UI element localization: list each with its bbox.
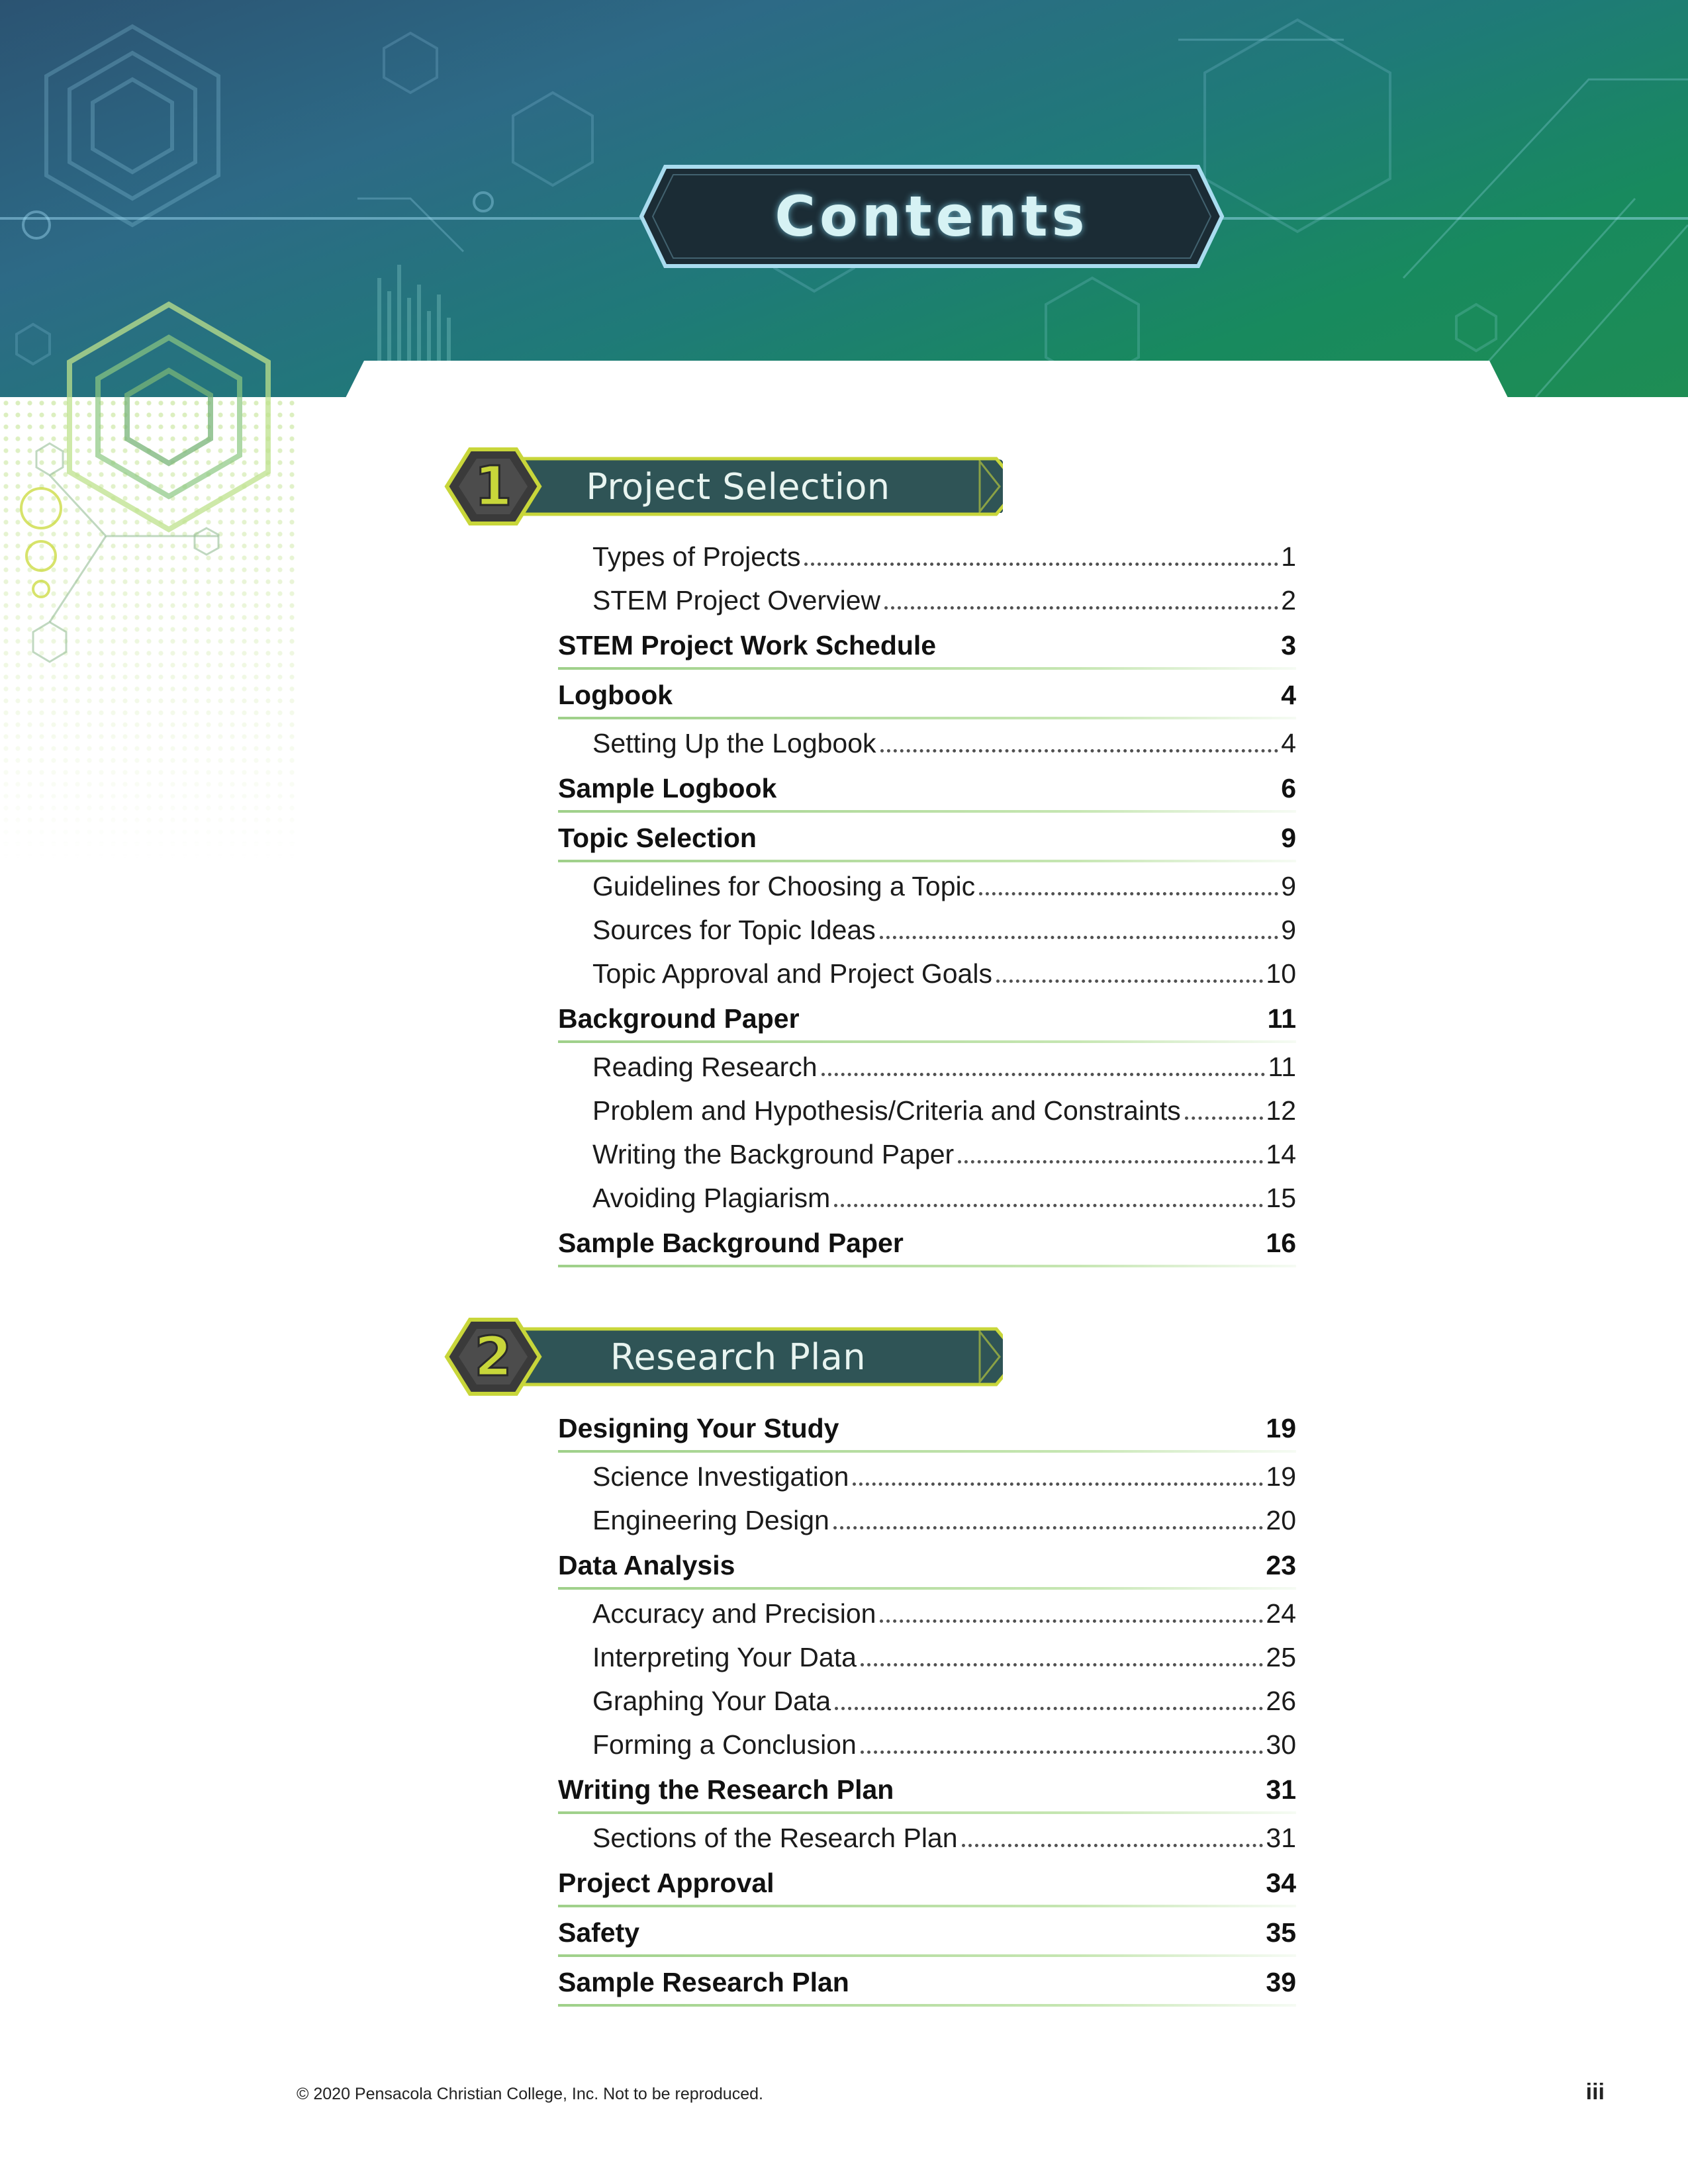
toc-list-section-2: [558, 1403, 1296, 2007]
toc-entry-label: STEM Project Overview: [592, 585, 881, 615]
toc-page-number: 6: [1281, 773, 1296, 803]
toc-entry-label: Forming a Conclusion: [592, 1729, 857, 1760]
toc-page-number: 19: [1266, 1461, 1296, 1492]
toc-entry-label: Avoiding Plagiarism: [592, 1183, 831, 1213]
toc-subentry: [558, 1087, 1296, 1130]
page-title: Contents: [774, 184, 1089, 249]
toc-subentry: [558, 1174, 1296, 1218]
dot-leader: [979, 892, 1278, 895]
dot-leader: [835, 1707, 1263, 1710]
toc-page-number: 31: [1266, 1774, 1296, 1805]
toc-entry-label: Designing Your Study: [558, 1413, 839, 1443]
toc-page-number: 30: [1266, 1729, 1296, 1760]
section-header-2: [440, 1317, 1003, 1396]
toc-heading-entry: [558, 670, 1296, 719]
toc-page-number: 11: [1267, 1003, 1296, 1034]
toc-page-number: 24: [1266, 1598, 1296, 1629]
toc-page-number: 14: [1266, 1139, 1296, 1169]
toc-heading-entry: [558, 1218, 1296, 1267]
toc-subentry: [558, 1453, 1296, 1496]
toc-page-number: 23: [1266, 1550, 1296, 1580]
section-number-badge: 1: [474, 455, 512, 518]
dot-leader: [804, 563, 1278, 566]
dot-leader: [996, 979, 1263, 983]
section-header-1: [440, 447, 1003, 526]
dot-leader: [880, 936, 1278, 939]
toc-subentry: [558, 906, 1296, 950]
toc-subentry: [558, 1677, 1296, 1721]
toc-page-number: 26: [1266, 1686, 1296, 1716]
toc-entry-label: Background Paper: [558, 1003, 800, 1034]
toc-page-number: 11: [1268, 1052, 1296, 1082]
toc-entry-label: Guidelines for Choosing a Topic: [592, 871, 976, 901]
toc-page-number: 16: [1266, 1228, 1296, 1258]
toc-entry-label: Sample Research Plan: [558, 1967, 849, 1997]
toc-heading-entry: [558, 1403, 1296, 1453]
toc-page-number: 31: [1266, 1823, 1296, 1853]
toc-entry-label: Setting Up the Logbook: [592, 728, 876, 758]
toc-entry-label: Safety: [558, 1917, 640, 1948]
toc-entry-label: Sources for Topic Ideas: [592, 915, 876, 945]
toc-entry-label: Logbook: [558, 680, 673, 710]
toc-heading-entry: [558, 1540, 1296, 1590]
dot-leader: [861, 1663, 1264, 1666]
toc-page-number: 4: [1281, 680, 1296, 710]
section-title: Project Selection: [586, 465, 890, 508]
section-title: Research Plan: [610, 1336, 867, 1378]
toc-page-number: 34: [1266, 1868, 1296, 1898]
toc-entry-label: Types of Projects: [592, 541, 801, 572]
section-number-badge: 2: [474, 1325, 512, 1388]
toc-entry-label: Writing the Research Plan: [558, 1774, 894, 1805]
hexagon-outline-decoration: [0, 278, 311, 675]
toc-entry-label: Reading Research: [592, 1052, 818, 1082]
dot-leader: [853, 1482, 1263, 1486]
toc-heading-entry: [558, 620, 1296, 670]
toc-page-number: 35: [1266, 1917, 1296, 1948]
toc-subentry: [558, 862, 1296, 906]
dot-leader: [821, 1073, 1266, 1076]
dot-leader: [834, 1204, 1263, 1207]
toc-entry-label: Accuracy and Precision: [592, 1598, 876, 1629]
toc-page-number: 20: [1266, 1505, 1296, 1535]
toc-heading-entry: [558, 1858, 1296, 1907]
copyright-notice: © 2020 Pensacola Christian College, Inc. Not to be reproduced.: [297, 2085, 763, 2103]
toc-page-number: 19: [1266, 1413, 1296, 1443]
toc-page-number: 3: [1281, 630, 1296, 660]
toc-page-number: 4: [1281, 728, 1296, 758]
dot-leader: [962, 1844, 1264, 1847]
toc-page-number: 25: [1266, 1642, 1296, 1672]
dot-leader: [884, 606, 1278, 610]
toc-subentry: [558, 1633, 1296, 1677]
toc-entry-label: Science Investigation: [592, 1461, 849, 1492]
toc-entry-label: Sample Background Paper: [558, 1228, 904, 1258]
toc-page-number: 9: [1281, 871, 1296, 901]
banner-bottom-notch: [344, 361, 1509, 414]
toc-entry-label: STEM Project Work Schedule: [558, 630, 937, 660]
toc-page-number: 2: [1281, 585, 1296, 615]
toc-subentry: [558, 1814, 1296, 1858]
toc-subentry: [558, 1721, 1296, 1764]
toc-entry-label: Topic Selection: [558, 823, 757, 853]
dot-leader: [880, 1619, 1263, 1623]
toc-page-number: 15: [1266, 1183, 1296, 1213]
toc-heading-entry: [558, 1957, 1296, 2007]
toc-page-number: 1: [1281, 541, 1296, 572]
toc-entry-label: Writing the Background Paper: [592, 1139, 955, 1169]
toc-entry-label: Interpreting Your Data: [592, 1642, 857, 1672]
toc-subentry: [558, 576, 1296, 620]
toc-subentry: [558, 533, 1296, 576]
toc-entry-label: Sample Logbook: [558, 773, 777, 803]
toc-subentry: [558, 1130, 1296, 1174]
dot-leader: [958, 1160, 1263, 1163]
toc-subentry: [558, 1496, 1296, 1540]
toc-subentry: [558, 719, 1296, 763]
dot-leader: [833, 1526, 1264, 1529]
toc-heading-entry: [558, 813, 1296, 862]
page-number: iii: [1585, 2079, 1605, 2105]
toc-page-number: 39: [1266, 1967, 1296, 1997]
dot-leader: [1185, 1116, 1264, 1120]
dot-leader: [880, 749, 1279, 752]
toc-entry-label: Sections of the Research Plan: [592, 1823, 958, 1853]
toc-entry-label: Topic Approval and Project Goals: [592, 958, 992, 989]
toc-heading-entry: [558, 1764, 1296, 1814]
toc-subentry: [558, 1590, 1296, 1633]
toc-page-number: 9: [1281, 915, 1296, 945]
toc-heading-entry: [558, 763, 1296, 813]
toc-entry-label: Project Approval: [558, 1868, 774, 1898]
toc-entry-label: Data Analysis: [558, 1550, 735, 1580]
toc-heading-entry: [558, 1907, 1296, 1957]
toc-page-number: 10: [1266, 958, 1296, 989]
toc-heading-entry: [558, 993, 1296, 1043]
title-plate: [639, 164, 1225, 269]
toc-page-number: 9: [1281, 823, 1296, 853]
toc-entry-label: Engineering Design: [592, 1505, 829, 1535]
dot-leader: [861, 1751, 1264, 1754]
toc-subentry: [558, 950, 1296, 993]
toc-page-number: 12: [1266, 1095, 1296, 1126]
toc-list-section-1: [558, 533, 1296, 1267]
toc-entry-label: Graphing Your Data: [592, 1686, 831, 1716]
toc-subentry: [558, 1043, 1296, 1087]
toc-entry-label: Problem and Hypothesis/Criteria and Constraints: [592, 1095, 1181, 1126]
